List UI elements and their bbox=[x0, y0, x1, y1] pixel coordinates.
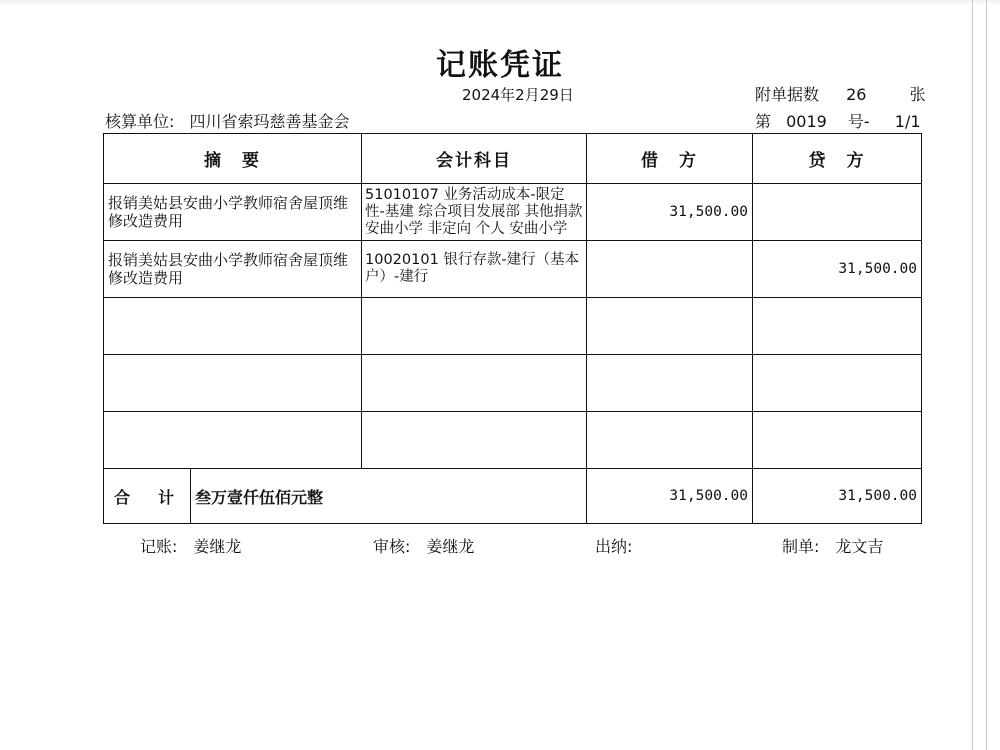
header-summary: 摘 要 bbox=[104, 134, 362, 184]
total-cell bbox=[104, 469, 587, 524]
table-row-empty bbox=[104, 298, 922, 355]
entry-debit bbox=[587, 241, 753, 298]
table-row-empty bbox=[104, 412, 922, 469]
entry-credit: 31,500.00 bbox=[753, 241, 922, 298]
empty-cell bbox=[362, 355, 587, 412]
table-row-empty bbox=[104, 355, 922, 412]
entry-debit: 31,500.00 bbox=[587, 184, 753, 241]
entry-credit bbox=[753, 184, 922, 241]
empty-cell bbox=[104, 412, 362, 469]
table-header-row bbox=[104, 134, 922, 184]
attachment-count bbox=[755, 82, 926, 105]
attachment-unit: 张 bbox=[909, 85, 926, 104]
entry-account: 10020101 银行存款-建行（基本户）-建行 bbox=[362, 241, 587, 298]
entry-summary: 报销美姑县安曲小学教师宿舍屋顶维修改造费用 bbox=[104, 241, 362, 298]
total-amount-words: 叁万壹仟伍佰元整 bbox=[195, 487, 324, 507]
voucher-page: 1/1 bbox=[894, 112, 921, 131]
table-row bbox=[104, 184, 922, 241]
entry-account: 51010107 业务活动成本-限定性-基建 综合项目发展部 其他捐款 安曲小学 非定向 个人 安曲小学 bbox=[362, 184, 587, 241]
total-label: 合 计 bbox=[104, 469, 191, 523]
voucher-number bbox=[755, 109, 921, 132]
voucher-table bbox=[103, 133, 922, 524]
accounting-unit-name: 四川省索玛慈善基金会 bbox=[189, 112, 350, 131]
total-credit: 31,500.00 bbox=[753, 469, 922, 524]
header-credit: 贷 方 bbox=[753, 134, 922, 184]
empty-cell bbox=[753, 355, 922, 412]
entry-summary: 报销美姑县安曲小学教师宿舍屋顶维修改造费用 bbox=[104, 184, 362, 241]
bookkeeper-signature: 记账: 姜继龙 bbox=[140, 537, 242, 556]
cashier-signature: 出纳: bbox=[595, 537, 633, 556]
total-debit: 31,500.00 bbox=[587, 469, 753, 524]
document-title: 记账凭证 bbox=[436, 48, 564, 83]
empty-cell bbox=[104, 298, 362, 355]
attachment-label: 附单据数 bbox=[755, 85, 820, 104]
table-row bbox=[104, 241, 922, 298]
empty-cell bbox=[587, 298, 753, 355]
empty-cell bbox=[587, 412, 753, 469]
empty-cell bbox=[753, 412, 922, 469]
voucher-number-value: 0019 bbox=[786, 112, 827, 131]
scan-edge-line bbox=[986, 0, 987, 750]
total-row bbox=[104, 469, 922, 524]
empty-cell bbox=[104, 355, 362, 412]
voucher-number-suffix: 号- bbox=[847, 112, 870, 131]
header-debit: 借 方 bbox=[587, 134, 753, 184]
header-account: 会计科目 bbox=[362, 134, 587, 184]
accounting-unit-label: 核算单位: bbox=[105, 112, 175, 131]
empty-cell bbox=[753, 298, 922, 355]
attachment-number: 26 bbox=[846, 85, 867, 104]
voucher-date: 2024年2月29日 bbox=[462, 86, 574, 104]
scan-edge-line bbox=[972, 0, 973, 750]
voucher-number-prefix: 第 bbox=[755, 112, 772, 131]
empty-cell bbox=[587, 355, 753, 412]
empty-cell bbox=[362, 412, 587, 469]
empty-cell bbox=[362, 298, 587, 355]
preparer-signature: 制单: 龙文吉 bbox=[782, 537, 884, 556]
accounting-unit bbox=[105, 109, 350, 132]
reviewer-signature: 审核: 姜继龙 bbox=[373, 537, 475, 556]
